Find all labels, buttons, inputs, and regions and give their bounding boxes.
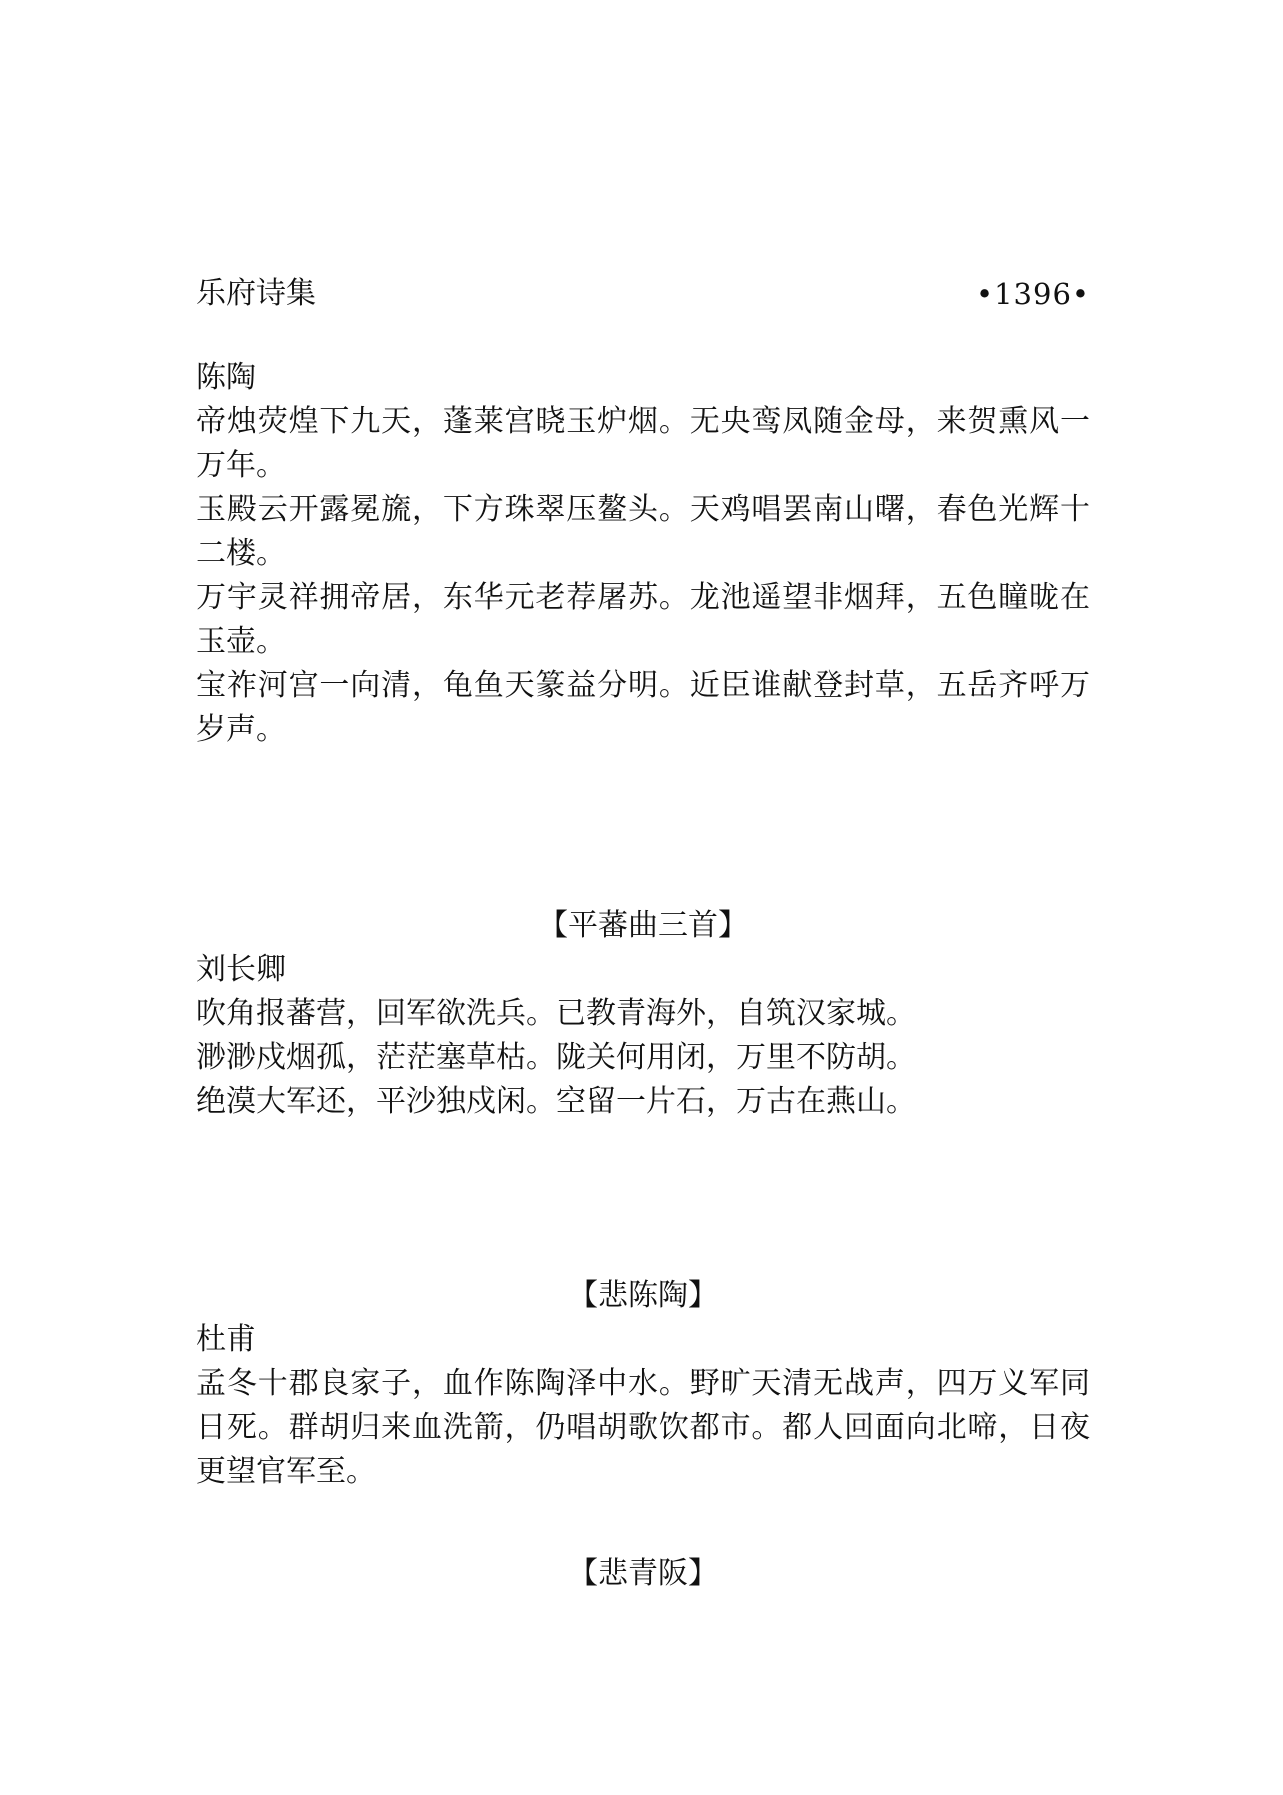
poem-title: 【悲陈陶】 xyxy=(568,1278,718,1313)
page-number: •1396• xyxy=(975,277,1090,311)
poem-stanza: 吹角报蕃营，回军欲洗兵。已教青海外，自筑汉家城。 xyxy=(196,996,916,1031)
poem-author: 杜甫 xyxy=(196,1322,256,1357)
poem-stanza: 渺渺戍烟孤，茫茫塞草枯。陇关何用闭，万里不防胡。 xyxy=(196,1040,916,1075)
poem-author: 刘长卿 xyxy=(196,952,286,987)
poem-title: 【悲青阪】 xyxy=(568,1556,718,1591)
poem-stanza: 绝漠大军还，平沙独戍闲。空留一片石，万古在燕山。 xyxy=(196,1084,916,1119)
poem-section-beichentao xyxy=(196,1274,1090,1494)
poem-stanza: 万宇灵祥拥帝居，东华元老荐屠苏。龙池遥望非烟拜，五色瞳昽在玉壶。 xyxy=(196,580,1090,659)
poem-section-pingfanqu xyxy=(196,904,1090,1124)
book-title: 乐府诗集 xyxy=(196,276,316,311)
page-header xyxy=(196,272,1090,316)
poem-stanza: 玉殿云开露冕旒，下方珠翠压鳌头。天鸡唱罢南山曙，春色光辉十二楼。 xyxy=(196,492,1090,571)
poem-stanza: 宝祚河宫一向清，龟鱼天篆益分明。近臣谁献登封草，五岳齐呼万岁声。 xyxy=(196,668,1090,747)
document-page xyxy=(196,272,1090,1596)
poem-title: 【平蕃曲三首】 xyxy=(538,908,748,943)
poem-section-beiqingban xyxy=(196,1552,1090,1596)
poem-author: 陈陶 xyxy=(196,360,256,395)
poem-stanza: 帝烛荧煌下九天，蓬莱宫晓玉炉烟。无央鸾凤随金母，来贺熏风一万年。 xyxy=(196,404,1090,483)
poem-stanza: 孟冬十郡良家子，血作陈陶泽中水。野旷天清无战声，四万义军同日死。群胡归来血洗箭，仍唱胡歌饮都市。都人回面向北啼，日夜更望官军至。 xyxy=(196,1366,1090,1489)
poem-section-chentao xyxy=(196,356,1090,752)
